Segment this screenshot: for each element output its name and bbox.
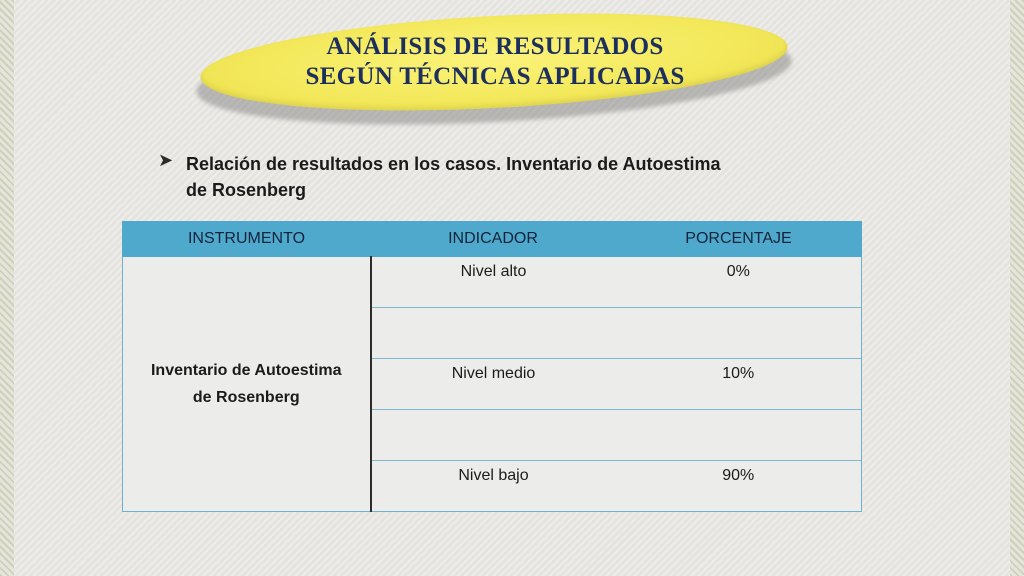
- slide-title: [250, 32, 740, 92]
- right-decorative-stripe: [1010, 0, 1024, 576]
- header-indicador: INDICADOR: [371, 222, 616, 257]
- percent-cell: [616, 308, 862, 359]
- percent-cell: 10%: [616, 359, 862, 410]
- instrument-cell: [123, 257, 371, 512]
- bullet-text: [186, 151, 846, 203]
- indicator-cell: Nivel bajo: [371, 461, 616, 512]
- table-header-row: [123, 222, 862, 257]
- table-row: [123, 257, 862, 308]
- percent-cell: 90%: [616, 461, 862, 512]
- left-decorative-stripe: [0, 0, 14, 576]
- indicator-cell: [371, 308, 616, 359]
- arrow-bullet-icon: ➤: [158, 150, 174, 170]
- indicator-cell: Nivel alto: [371, 257, 616, 308]
- results-table: [122, 221, 862, 512]
- instrument-line-2: de Rosenberg: [192, 389, 300, 406]
- indicator-cell: [371, 410, 616, 461]
- indicator-cell: Nivel medio: [371, 359, 616, 410]
- bullet-line-1: Relación de resultados en los casos. Inventario de Autoestima: [186, 154, 721, 174]
- title-line-2: SEGÚN TÉCNICAS APLICADAS: [305, 63, 685, 90]
- bullet-line-2: de Rosenberg: [186, 180, 307, 200]
- header-porcentaje: PORCENTAJE: [616, 222, 862, 257]
- percent-cell: 0%: [616, 257, 862, 308]
- title-line-1: ANÁLISIS DE RESULTADOS: [326, 33, 664, 60]
- header-instrumento: INSTRUMENTO: [123, 222, 371, 257]
- instrument-line-1: Inventario de Autoestima: [150, 362, 342, 379]
- percent-cell: [616, 410, 862, 461]
